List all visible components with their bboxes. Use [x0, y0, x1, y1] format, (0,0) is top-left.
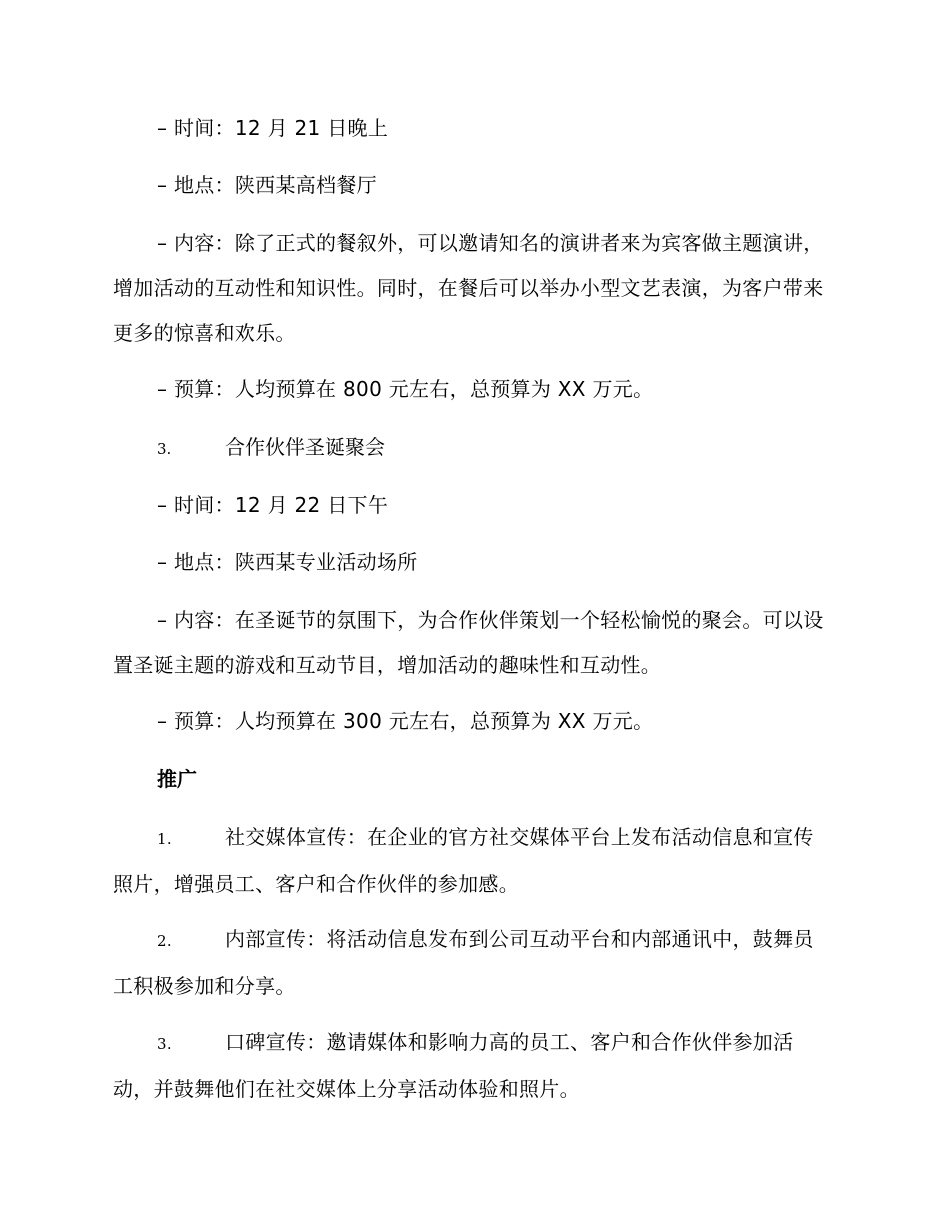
promo-item-social-media — [113, 815, 833, 907]
section-heading-promotion: 推广 — [157, 767, 197, 791]
promo-item-text: 口碑宣传：邀请媒体和影响力高的员工、客户和合作伙伴参加活动，并鼓舞他们在社交媒体上分享活动体验和照片。 — [113, 1030, 794, 1101]
promo-item-word-of-mouth — [113, 1020, 833, 1112]
list-number: 3. — [157, 1035, 172, 1053]
list-number: 3. — [157, 440, 172, 458]
event-content-paragraph: – 内容：除了正式的餐叙外，可以邀请知名的演讲者来为宾客做主题演讲，增加活动的互动性和知识性。同时，在餐后可以举办小型文艺表演，为客户带来更多的惊喜和欢乐。 — [113, 231, 824, 345]
list-item-partner-party — [157, 425, 385, 472]
promo-item-internal — [113, 917, 833, 1009]
partner-location-line: – 地点：陕西某专业活动场所 — [157, 550, 418, 574]
event-time-line: – 时间：12 月 21 日晚上 — [157, 116, 389, 140]
partner-content-paragraph: – 内容：在圣诞节的氛围下，为合作伙伴策划一个轻松愉悦的聚会。可以设置圣诞主题的游戏和互动节目，增加活动的趣味性和互动性。 — [113, 608, 824, 677]
event-location-line: – 地点：陕西某高档餐厅 — [157, 173, 377, 197]
partner-time-line: – 时间：12 月 22 日下午 — [157, 493, 389, 517]
promo-item-text: 社交媒体宣传：在企业的官方社交媒体平台上发布活动信息和宣传照片，增强员工、客户和合作伙伴的参加感。 — [113, 825, 814, 896]
list-item-title: 合作伙伴圣诞聚会 — [225, 435, 385, 459]
list-number: 1. — [157, 830, 172, 848]
event-budget-line: – 预算：人均预算在 800 元左右，总预算为 XX 万元。 — [157, 377, 654, 401]
partner-budget-line: – 预算：人均预算在 300 元左右，总预算为 XX 万元。 — [157, 709, 654, 733]
promo-item-text: 内部宣传：将活动信息发布到公司互动平台和内部通讯中，鼓舞员工积极参加和分享。 — [113, 927, 814, 998]
list-number: 2. — [157, 932, 172, 950]
